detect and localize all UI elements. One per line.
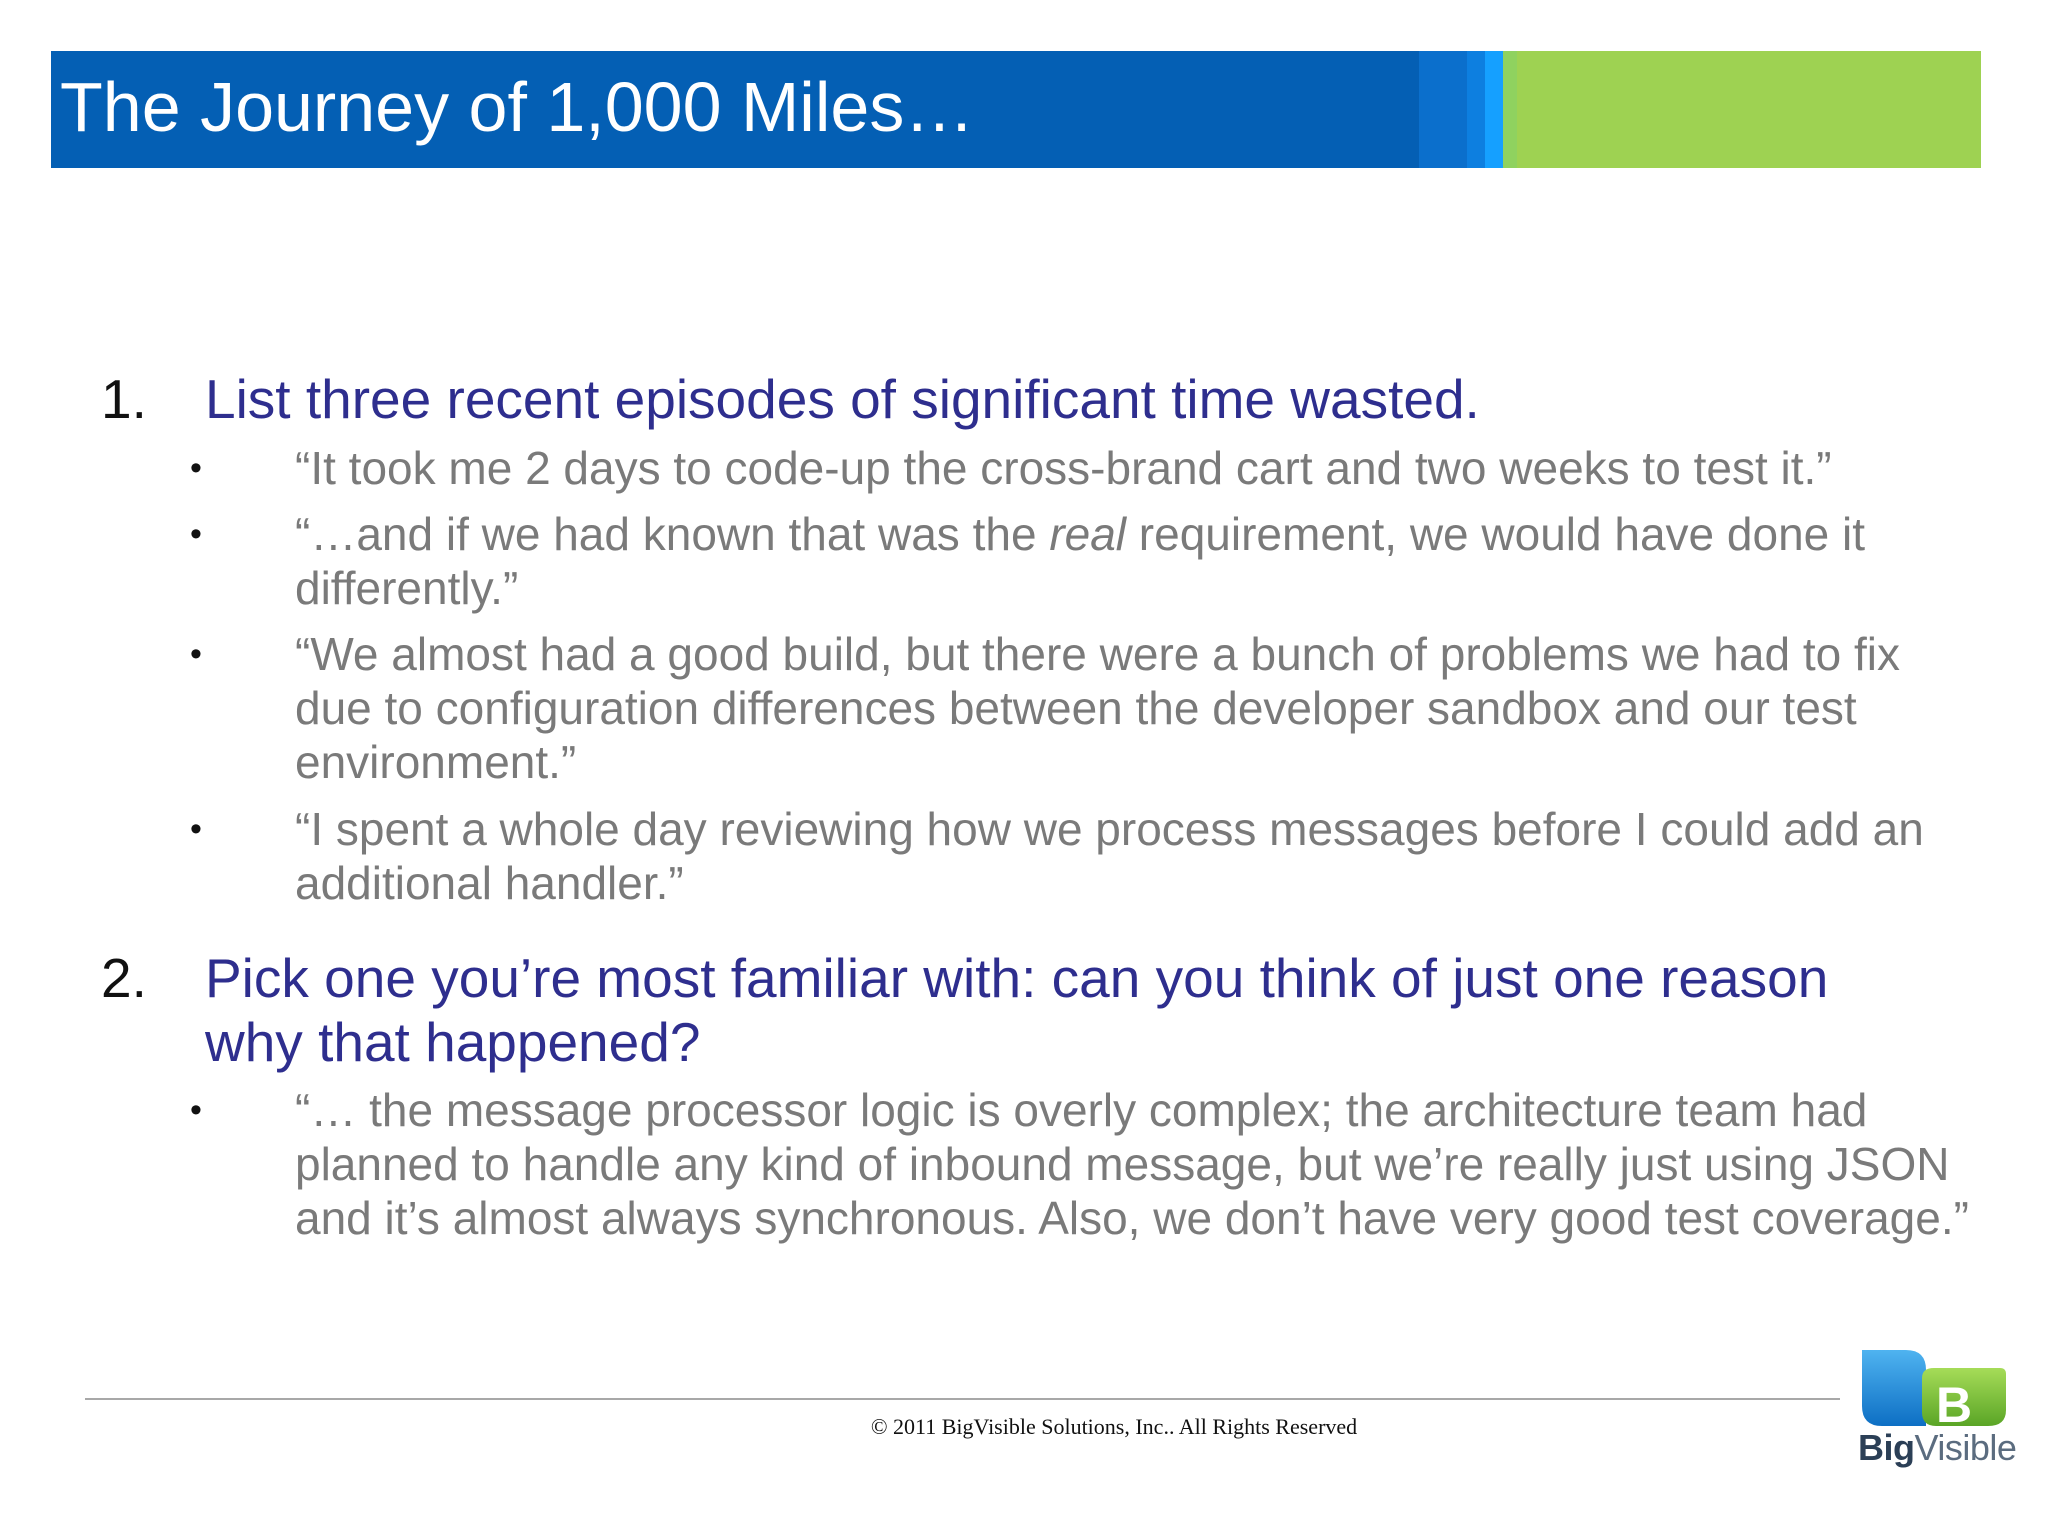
bullet-icon: • — [190, 810, 202, 848]
bullet-icon: • — [190, 1091, 202, 1129]
slide-title: The Journey of 1,000 Miles… — [60, 68, 975, 146]
item-number: 1. — [101, 368, 147, 430]
logo-letter: B — [1936, 1377, 1973, 1428]
bullet-text-part: “…and if we had known that was the — [295, 508, 1050, 560]
logo-word-big: Big — [1858, 1427, 1915, 1468]
item-heading: Pick one you’re most familiar with: can you think of just one reason why that happened? — [205, 947, 1829, 1073]
bullet-icon: • — [190, 449, 202, 487]
item-number: 2. — [101, 947, 147, 1009]
bullet-icon: • — [190, 635, 202, 673]
bullet-text-emphasis: real — [1049, 508, 1127, 560]
logo-word-visible: Visible — [1914, 1427, 2017, 1468]
bigvisible-logo — [1858, 1348, 2028, 1470]
logo-wordmark — [1858, 1428, 2016, 1468]
bullet-text-part: requirement, we would have done it differently.” — [295, 508, 1866, 614]
bullet-icon: • — [190, 515, 202, 553]
bullet-text — [295, 507, 1975, 615]
logo-mark-icon — [1860, 1348, 2010, 1428]
footer-divider — [85, 1398, 1840, 1400]
bullet-text: “It took me 2 days to code-up the cross-brand cart and two weeks to test it.” — [295, 442, 1832, 494]
footer-copyright: © 2011 BigVisible Solutions, Inc.. All Rights Reserved — [870, 1414, 1358, 1439]
bullet-text: “We almost had a good build, but there were a bunch of problems we had to fix due to configuration differences between the developer sandbox and our test environment.” — [295, 628, 1900, 788]
bullet-text: “… the message processor logic is overly complex; the architecture team had planned to handle any kind of inbound message, but we’re really just using JSON and it’s almost always synchronous. Also, we don’t have very good test coverage.” — [295, 1084, 1969, 1244]
bullet-text: “I spent a whole day reviewing how we process messages before I could add an additional handler.” — [295, 803, 1924, 909]
item-heading: List three recent episodes of significant time wasted. — [205, 368, 1480, 430]
